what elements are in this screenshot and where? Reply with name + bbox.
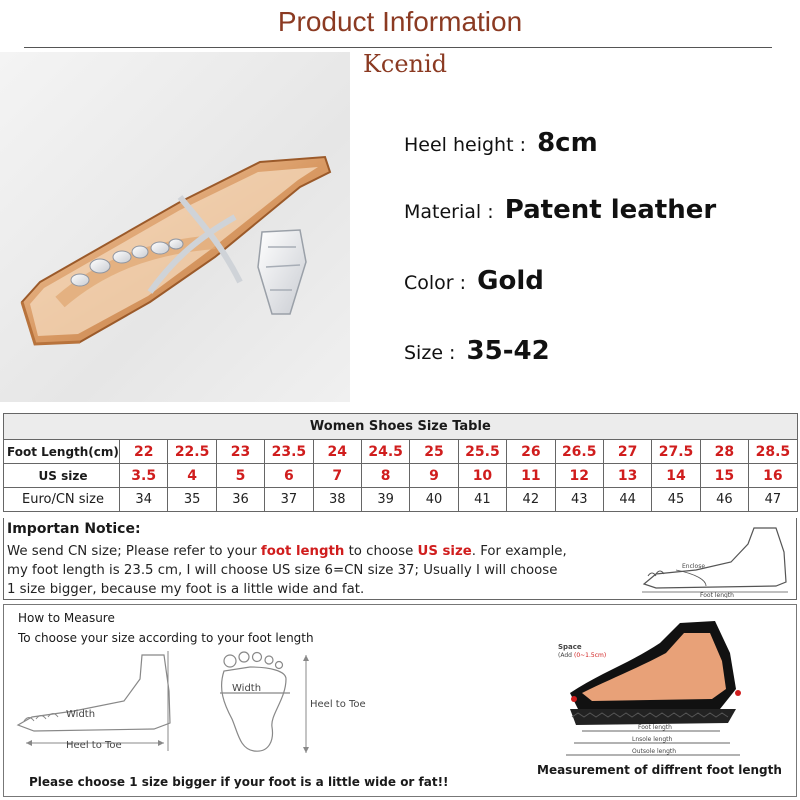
row-label: US size (4, 464, 120, 488)
foot-sole-diagram (210, 649, 390, 757)
row-label: Euro/CN size (4, 488, 120, 512)
table-cell: 12 (555, 464, 603, 488)
table-cell: 40 (410, 488, 458, 512)
notice-highlight: US size (417, 544, 472, 559)
foot-outline-diagram (636, 524, 794, 598)
table-cell: 28 (700, 440, 748, 464)
table-cell: 35 (168, 488, 216, 512)
table-cell: 44 (603, 488, 651, 512)
measure-subtitle: To choose your size according to your foot length (18, 631, 314, 645)
spec-label: Material : (404, 201, 494, 223)
size-table-title: Women Shoes Size Table (4, 414, 798, 440)
table-cell: 11 (507, 464, 555, 488)
table-cell: 6 (265, 464, 313, 488)
table-cell: 26.5 (555, 440, 603, 464)
space-add-label: (Add (558, 652, 572, 659)
measure-footer-note: Please choose 1 size bigger if your foot is a little wide or fat!! (29, 775, 449, 789)
table-cell: 5 (216, 464, 264, 488)
row-label: Foot Length(cm) (4, 440, 120, 464)
table-cell: 34 (120, 488, 168, 512)
table-cell: 42 (507, 488, 555, 512)
table-cell: 43 (555, 488, 603, 512)
measure-panel (3, 604, 797, 797)
spec-color (404, 266, 544, 296)
table-cell: 36 (216, 488, 264, 512)
notice-line: my foot length is 23.5 cm, I will choose US size 6=CN size 37; Usually I will choose (7, 563, 558, 578)
space-range-label: (0~1.5cm) (574, 652, 607, 659)
table-cell: 28.5 (749, 440, 798, 464)
table-cell: 3.5 (120, 464, 168, 488)
table-cell: 39 (361, 488, 409, 512)
spec-label: Color : (404, 272, 467, 294)
table-cell: 22 (120, 440, 168, 464)
notice-text-part: We send CN size; Please refer to your (7, 544, 261, 559)
table-cell: 8 (361, 464, 409, 488)
table-cell: 25.5 (458, 440, 506, 464)
table-row-euro-size (4, 488, 798, 512)
table-cell: 23.5 (265, 440, 313, 464)
spec-value: 8cm (537, 128, 598, 158)
sole-heel-to-toe-label: Heel to Toe (310, 699, 366, 710)
table-cell: 24.5 (361, 440, 409, 464)
foot-length-label: Foot length (638, 724, 672, 731)
brand-name: Kcenid (362, 50, 448, 78)
notice-box (3, 518, 797, 600)
table-cell: 24 (313, 440, 361, 464)
header-divider (24, 47, 772, 48)
spec-value: Gold (477, 266, 544, 296)
table-cell: 15 (700, 464, 748, 488)
table-cell: 22.5 (168, 440, 216, 464)
notice-text-part: to choose (344, 544, 418, 559)
side-heel-to-toe-label: Heel to Toe (66, 740, 122, 751)
product-photo (0, 52, 350, 402)
table-cell: 41 (458, 488, 506, 512)
size-table (3, 413, 798, 512)
table-cell: 27.5 (652, 440, 700, 464)
spec-value: 35-42 (466, 336, 550, 366)
space-label: Space (558, 643, 582, 651)
outsole-length-label: Outsole length (632, 748, 677, 755)
insole-length-label: Lnsole length (632, 736, 673, 743)
notice-text (7, 542, 632, 599)
spec-label: Size : (404, 342, 456, 364)
spec-label: Heel height : (404, 134, 526, 156)
table-cell: 26 (507, 440, 555, 464)
notice-line: 1 size bigger, because my foot is a little wide and fat. (7, 582, 365, 597)
table-cell: 38 (313, 488, 361, 512)
spec-material (404, 195, 716, 225)
measure-title: How to Measure (18, 611, 115, 625)
notice-title: Importan Notice: (7, 521, 141, 537)
shoe-length-diagram (540, 613, 760, 763)
sole-width-label: Width (232, 683, 262, 694)
table-cell: 23 (216, 440, 264, 464)
table-row-us-size (4, 464, 798, 488)
table-cell: 10 (458, 464, 506, 488)
notice-text-part: . For example, (471, 544, 567, 559)
table-cell: 47 (749, 488, 798, 512)
table-cell: 37 (265, 488, 313, 512)
spec-heel-height (404, 128, 598, 158)
table-cell: 46 (700, 488, 748, 512)
sandal-illustration (0, 52, 350, 402)
spec-value: Patent leather (504, 195, 717, 225)
table-cell: 16 (749, 464, 798, 488)
table-row-foot-length (4, 440, 798, 464)
table-cell: 4 (168, 464, 216, 488)
foot-side-diagram (14, 651, 194, 751)
enclose-label: Enclose (682, 563, 706, 570)
foot-length-label: Foot length (700, 592, 734, 598)
table-cell: 7 (313, 464, 361, 488)
page-title: Product Information (277, 6, 523, 37)
spec-size (404, 336, 550, 366)
table-cell: 13 (603, 464, 651, 488)
table-cell: 14 (652, 464, 700, 488)
table-cell: 9 (410, 464, 458, 488)
table-cell: 25 (410, 440, 458, 464)
table-cell: 45 (652, 488, 700, 512)
notice-highlight: foot length (260, 544, 345, 559)
side-width-label: Width (66, 709, 96, 720)
table-cell: 27 (603, 440, 651, 464)
measure-diagram-caption: Measurement of diffrent foot length (537, 763, 782, 777)
